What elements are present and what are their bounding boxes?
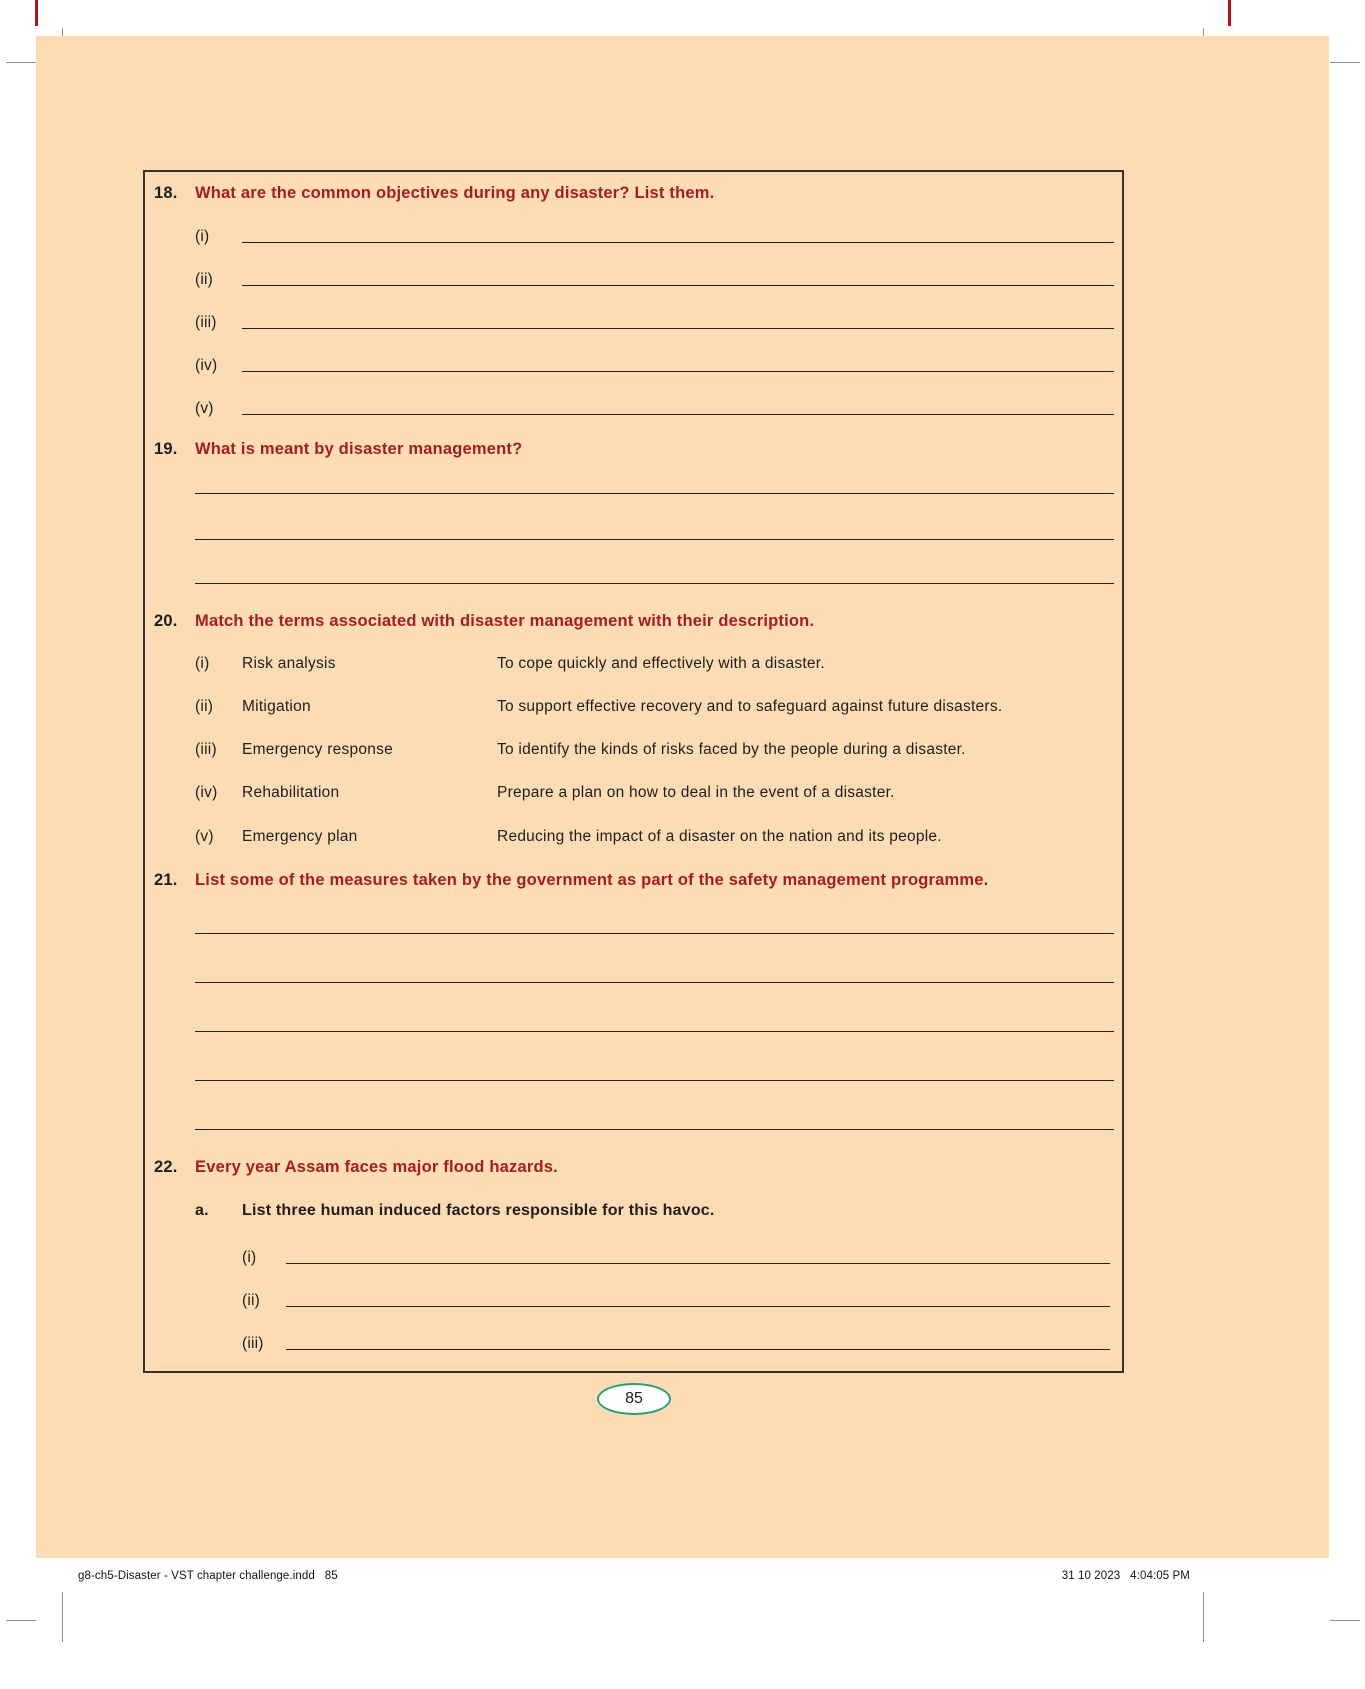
answer-line: [195, 1129, 1114, 1130]
answer-line: [242, 328, 1114, 329]
answer-line: [195, 493, 1114, 494]
crop-mark: [6, 62, 36, 63]
item-label: (iv): [195, 784, 218, 801]
answer-blank-row: [195, 310, 1114, 332]
item-label: (i): [242, 1249, 257, 1266]
answer-line: [242, 371, 1114, 372]
answer-line: [242, 285, 1114, 286]
match-row: [195, 741, 1118, 759]
question-22-title: Every year Assam faces major flood hazards.: [195, 1158, 558, 1176]
answer-line: [195, 1031, 1114, 1032]
match-description: To identify the kinds of risks faced by the people during a disaster.: [497, 741, 966, 758]
answer-line: [195, 539, 1114, 540]
answer-blank-row: [242, 1288, 1110, 1310]
item-label: (i): [195, 655, 210, 672]
item-label: (iv): [195, 357, 218, 374]
question-21-number: 21.: [154, 871, 178, 889]
question-21: [154, 871, 1114, 890]
page-number-badge: [597, 1383, 671, 1415]
item-label: (ii): [242, 1292, 261, 1309]
match-description: To cope quickly and effectively with a disaster.: [497, 655, 825, 672]
answer-blank-row: [195, 224, 1114, 246]
answer-line: [242, 242, 1114, 243]
item-label: (iii): [195, 314, 217, 331]
answer-line: [195, 933, 1114, 934]
item-label: (ii): [195, 271, 214, 288]
item-label: (iii): [242, 1335, 264, 1352]
question-19: [154, 440, 1114, 459]
footer-file-info: g8-ch5-Disaster - VST chapter challenge.indd 85: [78, 1570, 338, 1582]
item-label: (v): [195, 828, 214, 845]
red-trim-mark-top-left: [35, 0, 38, 26]
crop-mark: [1330, 62, 1360, 63]
match-term: Emergency response: [242, 741, 393, 758]
question-19-title: What is meant by disaster management?: [195, 440, 523, 458]
answer-blank-row: [242, 1331, 1110, 1353]
answer-blank-row: [195, 267, 1114, 289]
question-20: [154, 612, 1114, 631]
question-21-title: List some of the measures taken by the government as part of the safety management programme.: [195, 871, 989, 889]
match-description: To support effective recovery and to safeguard against future disasters.: [497, 698, 1003, 715]
match-term: Risk analysis: [242, 655, 336, 672]
answer-blank-row: [195, 396, 1114, 418]
crop-mark: [1330, 1620, 1360, 1621]
question-22-number: 22.: [154, 1158, 178, 1176]
answer-line: [286, 1263, 1110, 1264]
question-18-number: 18.: [154, 184, 178, 202]
match-description: Reducing the impact of a disaster on the nation and its people.: [497, 828, 942, 845]
answer-line: [286, 1349, 1110, 1350]
item-label: (ii): [195, 698, 214, 715]
answer-line: [242, 414, 1114, 415]
crop-mark: [6, 1620, 36, 1621]
question-20-number: 20.: [154, 612, 178, 630]
match-description: Prepare a plan on how to deal in the event of a disaster.: [497, 784, 895, 801]
crop-mark: [1203, 1592, 1204, 1642]
item-label: (iii): [195, 741, 217, 758]
match-term: Rehabilitation: [242, 784, 340, 801]
match-row: [195, 784, 1118, 802]
answer-line: [286, 1306, 1110, 1307]
match-row: [195, 828, 1118, 846]
item-label: (v): [195, 400, 214, 417]
question-22: [154, 1158, 1114, 1177]
answer-line: [195, 1080, 1114, 1081]
match-row: [195, 698, 1118, 716]
sub-question-title: List three human induced factors responsible for this havoc.: [242, 1202, 715, 1219]
answer-blank-row: [242, 1245, 1110, 1267]
match-term: Emergency plan: [242, 828, 358, 845]
crop-mark: [62, 1592, 63, 1642]
question-19-number: 19.: [154, 440, 178, 458]
match-term: Mitigation: [242, 698, 311, 715]
question-18-title: What are the common objectives during any disaster? List them.: [195, 184, 715, 202]
page-number: 85: [625, 1390, 643, 1407]
question-18: [154, 184, 1114, 203]
footer-timestamp: 31 10 2023 4:04:05 PM: [1061, 1570, 1190, 1582]
answer-line: [195, 982, 1114, 983]
sub-question-label: a.: [195, 1202, 209, 1219]
question-20-title: Match the terms associated with disaster management with their description.: [195, 612, 815, 630]
question-22a: [195, 1202, 1114, 1220]
answer-blank-row: [195, 353, 1114, 375]
red-trim-mark-top-right: [1228, 0, 1231, 26]
answer-line: [195, 583, 1114, 584]
item-label: (i): [195, 228, 210, 245]
match-row: [195, 655, 1118, 673]
question-box: [143, 170, 1124, 1373]
